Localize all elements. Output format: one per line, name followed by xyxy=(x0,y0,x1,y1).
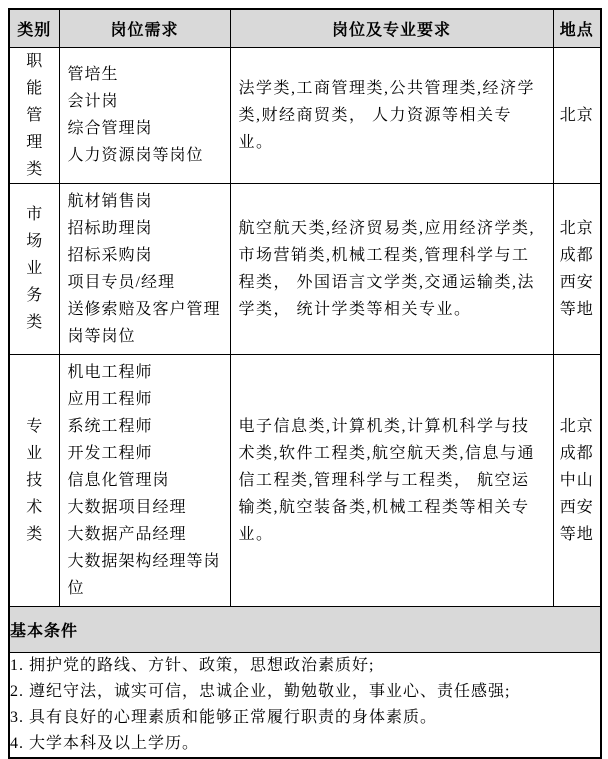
category-label: 职能管理类 xyxy=(26,52,43,178)
positions-cell xyxy=(59,183,230,354)
condition-item: 3. 具有良好的心理素质和能够正常履行职责的身体素质。 xyxy=(10,708,438,726)
category-cell xyxy=(9,354,59,606)
job-requirements-table xyxy=(8,8,602,759)
requirements-cell xyxy=(230,354,553,606)
positions-list xyxy=(60,57,230,173)
position-item: 招标助理岗 xyxy=(67,219,153,237)
position-item: 信息化管理岗 xyxy=(67,471,170,489)
table-header-row xyxy=(9,9,601,47)
position-item: 管培生 xyxy=(67,66,119,83)
category-cell xyxy=(9,47,59,183)
basic-conditions-list xyxy=(9,652,601,758)
position-item: 开发工程师 xyxy=(67,444,153,462)
condition-item: 2. 遵纪守法，诚实可信，忠诚企业，勤勉敬业，事业心、责任感强; xyxy=(10,682,511,700)
position-item: 人力资源岗等岗位 xyxy=(67,147,204,164)
requirements-text: 电子信息类,计算机类,计算机科学与技术类,软件工程类,航空航天类,信息与通信工程类,管理科学与工程类， 航空运输类,航空装备类,机械工程类等相关专业。 xyxy=(238,417,536,543)
table-row-functional-management xyxy=(9,47,601,183)
position-item: 项目专员/经理 xyxy=(67,273,175,291)
basic-conditions-body-row xyxy=(9,652,601,758)
table-row-professional-technical xyxy=(9,354,601,606)
location-text: 北京 xyxy=(559,106,594,124)
positions-list xyxy=(60,184,230,354)
basic-conditions-header-row xyxy=(9,606,601,652)
category-cell xyxy=(9,183,59,354)
location-text: 北京成都中山西安等地 xyxy=(559,417,594,543)
position-item: 系统工程师 xyxy=(67,417,153,435)
requirements-cell xyxy=(230,47,553,183)
column-header-location: 地点 xyxy=(553,9,601,47)
category-label: 专业技术类 xyxy=(26,417,43,543)
column-header-positions: 岗位需求 xyxy=(59,9,230,47)
category-label: 市场业务类 xyxy=(26,206,43,331)
location-cell xyxy=(553,47,601,183)
location-cell xyxy=(553,354,601,606)
column-header-requirements: 岗位及专业要求 xyxy=(230,9,553,47)
column-header-category: 类别 xyxy=(9,9,59,47)
positions-list xyxy=(60,355,230,606)
basic-conditions-title: 基本条件 xyxy=(9,606,601,652)
requirements-text: 法学类,工商管理类,公共管理类,经济学类,财经商贸类， 人力资源等相关专业。 xyxy=(238,79,536,151)
position-item: 大数据架构经理等岗位 xyxy=(67,552,221,597)
position-item: 综合管理岗 xyxy=(67,120,153,137)
position-item: 航材销售岗 xyxy=(67,192,153,210)
position-item: 送修索赔及客户管理岗等岗位 xyxy=(67,300,221,345)
position-item: 机电工程师 xyxy=(67,363,153,381)
position-item: 会计岗 xyxy=(67,93,119,110)
position-item: 应用工程师 xyxy=(67,390,153,408)
position-item: 招标采购岗 xyxy=(67,246,153,264)
condition-item: 4. 大学本科及以上学历。 xyxy=(10,734,200,752)
position-item: 大数据项目经理 xyxy=(67,498,187,516)
location-cell xyxy=(553,183,601,354)
table-row-market-business xyxy=(9,183,601,354)
position-item: 大数据产品经理 xyxy=(67,525,187,543)
positions-cell xyxy=(59,354,230,606)
requirements-cell xyxy=(230,183,553,354)
positions-cell xyxy=(59,47,230,183)
location-text: 北京成都西安等地 xyxy=(559,219,594,318)
condition-item: 1. 拥护党的路线、方针、政策，思想政治素质好; xyxy=(10,656,375,674)
requirements-text: 航空航天类,经济贸易类,应用经济学类,市场营销类,机械工程类,管理科学与工程类， 外国语言文学类,交通运输类,法学类， 统计学类等相关专业。 xyxy=(238,219,536,318)
